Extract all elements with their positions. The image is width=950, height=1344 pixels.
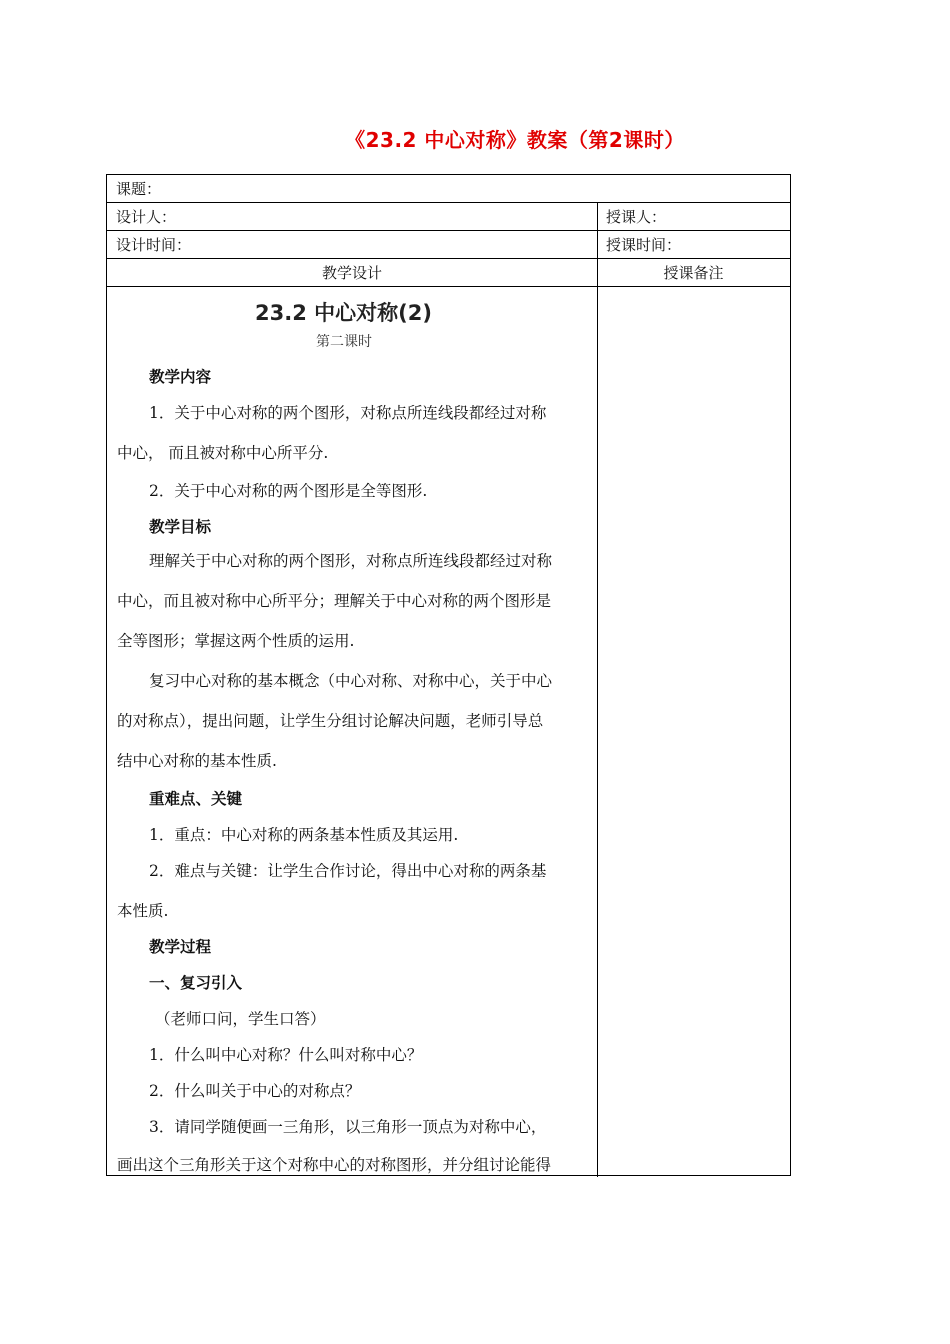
paragraph-line: 3．请同学随便画一三角形，以三角形一顶点为对称中心， (149, 1118, 547, 1136)
column-divider (597, 203, 598, 1177)
paragraph-line: 复习中心对称的基本概念（中心对称、对称中心，关于中心 (149, 672, 553, 690)
paragraph-line: 1．关于中心对称的两个图形，对称点所连线段都经过对称 (149, 404, 547, 422)
designer-label: 设计人： (116, 208, 177, 226)
section-heading: 一、复习引入 (149, 974, 243, 992)
lesson-table (106, 174, 791, 1176)
paragraph-line: 的对称点），提出问题，让学生分组讨论解决问题，老师引导总 (117, 712, 544, 730)
lesson-subheading: 第二课时 (316, 334, 372, 350)
paragraph-line: 2．关于中心对称的两个图形是全等图形. (149, 482, 428, 500)
row-topic (107, 175, 790, 203)
design-time-label: 设计时间： (116, 236, 192, 254)
column-design-header: 教学设计 (321, 264, 382, 282)
paragraph-line: 画出这个三角形关于这个对称中心的对称图形，并分组讨论能得 (117, 1156, 552, 1174)
column-notes-header: 授课备注 (663, 264, 724, 282)
row-time (107, 231, 790, 259)
teach-time-label: 授课时间： (606, 236, 682, 254)
paragraph-line: 1．重点：中心对称的两条基本性质及其运用. (149, 826, 459, 844)
teacher-label: 授课人： (606, 208, 667, 226)
paragraph-line: 理解关于中心对称的两个图形，对称点所连线段都经过对称 (149, 552, 553, 570)
row-designer (107, 203, 790, 231)
paragraph-line: 2．难点与关键：让学生合作讨论，得出中心对称的两条基 (149, 862, 547, 880)
paragraph-line: 2．什么叫关于中心的对称点？ (149, 1082, 361, 1100)
document-title: 《23.2 中心对称》教案（第2课时） (345, 128, 685, 152)
paragraph-line: 中心， 而且被对称中心所平分. (117, 444, 329, 462)
lesson-heading: 23.2 中心对称(2) (255, 301, 432, 325)
paragraph-line: 结中心对称的基本性质. (117, 752, 277, 770)
section-heading: 教学过程 (149, 938, 212, 956)
row-column-headers (107, 259, 790, 287)
paragraph-line: 全等图形；掌握这两个性质的运用. (117, 632, 355, 650)
topic-label: 课题： (116, 180, 162, 198)
section-heading: 教学目标 (149, 518, 212, 536)
paragraph-line: 本性质. (117, 902, 169, 920)
paragraph-line: （老师口问，学生口答） (155, 1010, 326, 1028)
paragraph-line: 中心，而且被对称中心所平分；理解关于中心对称的两个图形是 (117, 592, 552, 610)
section-heading: 重难点、关键 (149, 790, 243, 808)
section-heading: 教学内容 (149, 368, 212, 386)
lesson-content (107, 287, 597, 1175)
paragraph-line: 1．什么叫中心对称？什么叫对称中心？ (149, 1046, 423, 1064)
